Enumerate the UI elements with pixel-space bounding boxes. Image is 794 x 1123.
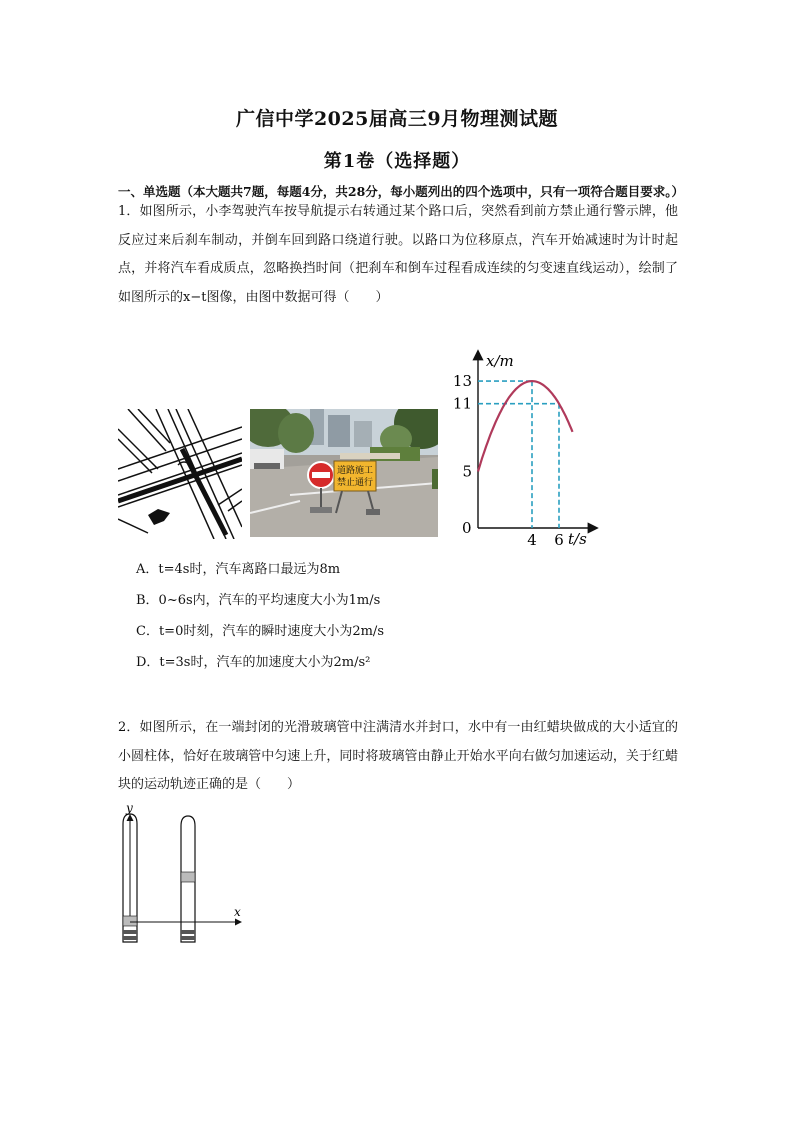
- y-tick-label: 5: [462, 462, 472, 481]
- sign-text-1: 道路施工: [336, 466, 374, 476]
- sign-text-2: 禁止通行: [336, 478, 374, 488]
- intersection-map: [118, 409, 242, 539]
- option-a: A．t=4s时，汽车离路口最远为8m: [136, 562, 341, 577]
- x-label: x: [234, 905, 241, 919]
- paper-subtitle: 第1卷（选择题）: [323, 151, 471, 172]
- x-tick-label: 4: [527, 531, 537, 548]
- y-label: y: [126, 802, 133, 815]
- glass-tube-figure: [110, 802, 250, 948]
- question-2-stem: 2．如图所示，在一端封闭的光滑玻璃管中注满清水并封口，水中有一由红蜡块做成的大小适宜的小圆柱体，恰好在玻璃管中匀速上升，同时将玻璃管由静止开始水平向右做匀加速运动，关于红蜡块的运动轨迹正确的是（ ）: [118, 720, 678, 792]
- option-c: C．t=0时刻，汽车的瞬时速度大小为2m/s: [136, 624, 384, 639]
- xt-curve: [478, 381, 573, 471]
- xt-graph: [450, 348, 600, 548]
- road-photo: [250, 409, 438, 537]
- y-axis-label: x/m: [486, 352, 514, 370]
- option-d: D．t=3s时，汽车的加速度大小为2m/s²: [136, 655, 371, 670]
- origin-label: 0: [462, 519, 472, 537]
- page-title: 广信中学2025届高三9月物理测试题: [235, 108, 559, 130]
- x-tick-label: 6: [554, 531, 564, 548]
- question-1-stem: 1．如图所示，小李驾驶汽车按导航提示右转通过某个路口后，突然看到前方禁止通行警示牌，他反应过来后刹车制动，并倒车回到路口绕道行驶。以路口为位移原点，汽车开始减速时为计时起点，并将汽车看成质点，忽略换挡时间（把刹车和倒车过程看成连续的匀变速直线运动），绘制了如图所示的x−t图像，由图中数据可得（ ）: [118, 204, 678, 305]
- option-b: B．0~6s内，汽车的平均速度大小为1m/s: [136, 593, 381, 608]
- section-heading: 一、单选题（本大题共7题，每题4分，共28分，每小题列出的四个选项中，只有一项符合题目要求。）: [118, 184, 685, 199]
- wax-block: [181, 872, 195, 882]
- x-axis-label: t/s: [568, 530, 587, 548]
- y-tick-label: 13: [452, 372, 472, 391]
- y-tick-label: 11: [452, 394, 472, 413]
